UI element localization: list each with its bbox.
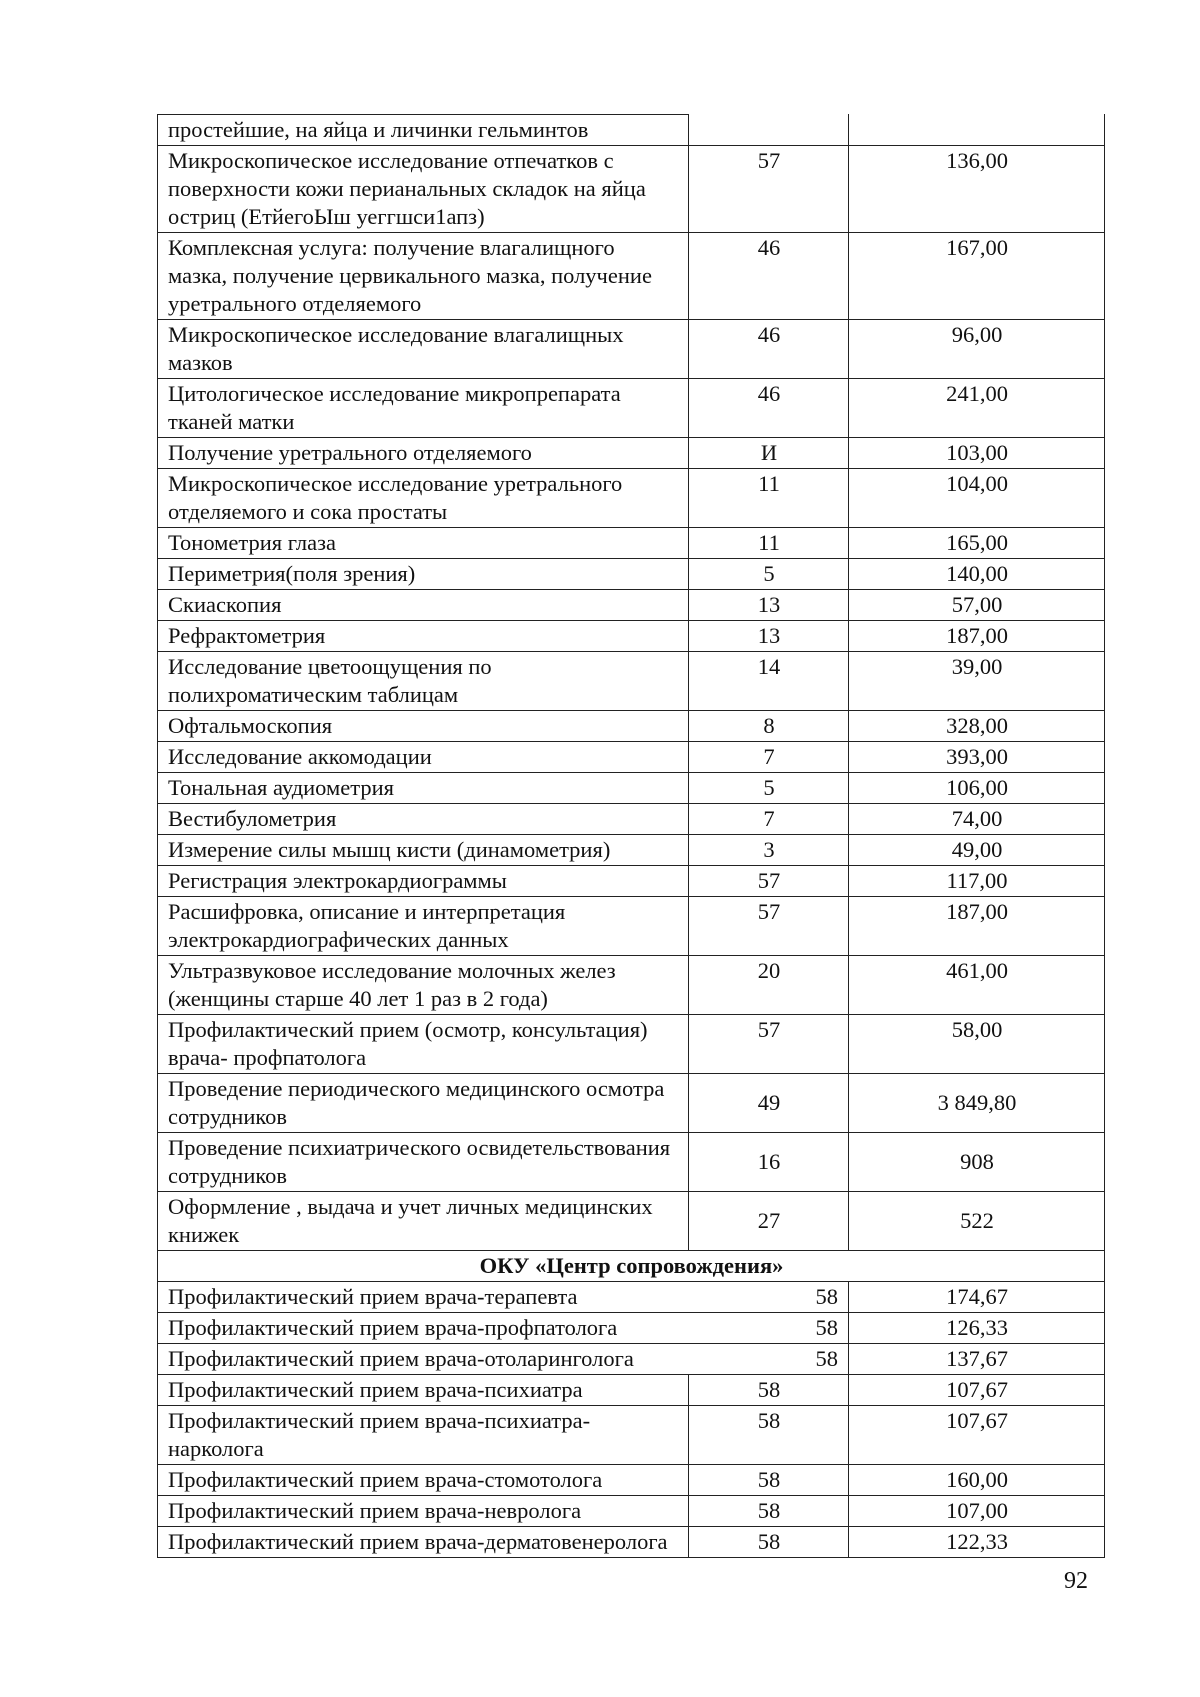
service-name-cell: Рефрактометрия [158, 621, 689, 652]
service-count-cell [689, 115, 849, 146]
service-price-cell: 106,00 [849, 773, 1105, 804]
service-count-cell: 57 [689, 866, 849, 897]
service-name-cell: Микроскопическое исследование уретрального отделяемого и сока простаты [158, 469, 689, 528]
service-price-cell: 117,00 [849, 866, 1105, 897]
service-count-cell: 3 [689, 835, 849, 866]
service-name-cell: Тонометрия глаза [158, 528, 689, 559]
service-count-cell: 11 [689, 528, 849, 559]
table-row [158, 1015, 1105, 1074]
service-name-cell: Ультразвуковое исследование молочных желез (женщины старше 40 лет 1 раз в 2 года) [158, 956, 689, 1015]
service-price-cell: 57,00 [849, 590, 1105, 621]
service-name-cell: Проведение периодического медицинского осмотра сотрудников [158, 1074, 689, 1133]
table-row [158, 233, 1105, 320]
service-count-cell: 58 [689, 1313, 849, 1344]
table-row [158, 1465, 1105, 1496]
service-price-cell: 167,00 [849, 233, 1105, 320]
service-price-cell: 107,00 [849, 1496, 1105, 1527]
service-count-cell: 13 [689, 590, 849, 621]
service-name-cell: Профилактический прием врача-стомотолога [158, 1465, 689, 1496]
service-name-cell: Профилактический прием врача-терапевта [158, 1282, 689, 1313]
service-count-cell: 57 [689, 146, 849, 233]
service-count-cell: 5 [689, 773, 849, 804]
table-row [158, 742, 1105, 773]
service-count-cell: 46 [689, 233, 849, 320]
service-count-cell: 8 [689, 711, 849, 742]
service-price-cell: 160,00 [849, 1465, 1105, 1496]
table-row [158, 652, 1105, 711]
service-count-cell: 46 [689, 320, 849, 379]
service-name-cell: Цитологическое исследование микропрепарата тканей матки [158, 379, 689, 438]
service-price-cell: 165,00 [849, 528, 1105, 559]
table-row [158, 1133, 1105, 1192]
table-row [158, 866, 1105, 897]
service-count-cell: 58 [689, 1375, 849, 1406]
service-name-cell: Профилактический прием врача-профпатолога [158, 1313, 689, 1344]
service-count-cell: 46 [689, 379, 849, 438]
table-row [158, 1527, 1105, 1558]
service-name-cell: Исследование цветоощущения по полихроматическим таблицам [158, 652, 689, 711]
service-name-cell: Профилактический прием врача-отоларинголога [158, 1344, 689, 1375]
service-price-cell: 107,67 [849, 1406, 1105, 1465]
service-count-cell: 49 [689, 1074, 849, 1133]
service-name-cell: Регистрация электрокардиограммы [158, 866, 689, 897]
service-price-cell: 3 849,80 [849, 1074, 1105, 1133]
table-row [158, 1375, 1105, 1406]
service-count-cell: 27 [689, 1192, 849, 1251]
service-name-cell: Профилактический прием врача-невролога [158, 1496, 689, 1527]
service-name-cell: Профилактический прием врача-психиатра [158, 1375, 689, 1406]
section-title: ОКУ «Центр сопровождения» [158, 1251, 1105, 1282]
service-price-cell: 393,00 [849, 742, 1105, 773]
service-price-cell: 107,67 [849, 1375, 1105, 1406]
service-name-cell: Измерение силы мышц кисти (динамометрия) [158, 835, 689, 866]
table-row [158, 379, 1105, 438]
service-name-cell: Комплексная услуга: получение влагалищного мазка, получение цервикального мазка, получение уретрального отделяемого [158, 233, 689, 320]
table-row [158, 711, 1105, 742]
table-row [158, 115, 1105, 146]
service-price-cell: 908 [849, 1133, 1105, 1192]
service-count-cell: 58 [689, 1282, 849, 1313]
service-count-cell: 11 [689, 469, 849, 528]
table-row [158, 469, 1105, 528]
table-row [158, 835, 1105, 866]
service-name-cell: Расшифровка, описание и интерпретация электрокардиографических данных [158, 897, 689, 956]
section-header-row [158, 1251, 1105, 1282]
table-row [158, 320, 1105, 379]
service-price-cell: 104,00 [849, 469, 1105, 528]
service-count-cell: 58 [689, 1527, 849, 1558]
table-row [158, 438, 1105, 469]
table-row [158, 528, 1105, 559]
service-price-cell: 187,00 [849, 897, 1105, 956]
service-count-cell: 58 [689, 1344, 849, 1375]
service-count-cell: 13 [689, 621, 849, 652]
service-count-cell: 58 [689, 1496, 849, 1527]
service-price-cell: 241,00 [849, 379, 1105, 438]
service-price-cell: 49,00 [849, 835, 1105, 866]
service-name-cell: Микроскопическое исследование влагалищных мазков [158, 320, 689, 379]
service-name-cell: Проведение психиатрического освидетельствования сотрудников [158, 1133, 689, 1192]
service-name-cell: Офтальмоскопия [158, 711, 689, 742]
service-price-cell: 103,00 [849, 438, 1105, 469]
service-count-cell: 16 [689, 1133, 849, 1192]
service-price-cell: 74,00 [849, 804, 1105, 835]
service-price-cell: 136,00 [849, 146, 1105, 233]
service-price-cell: 126,33 [849, 1313, 1105, 1344]
service-count-cell: И [689, 438, 849, 469]
service-count-cell: 57 [689, 1015, 849, 1074]
service-name-cell: Профилактический прием (осмотр, консультация) врача- профпатолога [158, 1015, 689, 1074]
table-row [158, 956, 1105, 1015]
table-row [158, 621, 1105, 652]
service-name-cell: Микроскопическое исследование отпечатков с поверхности кожи перианальных складок на яйца остриц (ЕтйегоЫш уеггшси1апз) [158, 146, 689, 233]
service-name-cell: Профилактический прием врача-дерматовенеролога [158, 1527, 689, 1558]
page-number: 92 [1064, 1568, 1088, 1594]
service-name-cell: Профилактический прием врача-психиатра-нарколога [158, 1406, 689, 1465]
table-row [158, 590, 1105, 621]
service-price-cell: 522 [849, 1192, 1105, 1251]
service-price-cell [849, 115, 1105, 146]
service-count-cell: 20 [689, 956, 849, 1015]
service-price-cell: 461,00 [849, 956, 1105, 1015]
service-name-cell: Периметрия(поля зрения) [158, 559, 689, 590]
service-price-cell: 122,33 [849, 1527, 1105, 1558]
service-name-cell: Тональная аудиометрия [158, 773, 689, 804]
service-price-cell: 58,00 [849, 1015, 1105, 1074]
services-price-table [157, 114, 1105, 1558]
service-name-cell: Получение уретрального отделяемого [158, 438, 689, 469]
table-row [158, 1344, 1105, 1375]
service-count-cell: 58 [689, 1465, 849, 1496]
service-price-cell: 328,00 [849, 711, 1105, 742]
service-count-cell: 7 [689, 742, 849, 773]
services-table-body [158, 115, 1105, 1558]
table-row [158, 1192, 1105, 1251]
service-price-cell: 137,67 [849, 1344, 1105, 1375]
service-count-cell: 7 [689, 804, 849, 835]
table-row [158, 1282, 1105, 1313]
service-name-cell: Скиаскопия [158, 590, 689, 621]
service-price-cell: 187,00 [849, 621, 1105, 652]
service-name-cell: простейшие, на яйца и личинки гельминтов [158, 115, 689, 146]
table-row [158, 559, 1105, 590]
service-name-cell: Оформление , выдача и учет личных медицинских книжек [158, 1192, 689, 1251]
service-price-cell: 96,00 [849, 320, 1105, 379]
service-price-cell: 39,00 [849, 652, 1105, 711]
table-row [158, 1496, 1105, 1527]
table-row [158, 146, 1105, 233]
service-count-cell: 14 [689, 652, 849, 711]
table-row [158, 804, 1105, 835]
table-row [158, 1406, 1105, 1465]
table-row [158, 773, 1105, 804]
service-count-cell: 5 [689, 559, 849, 590]
table-row [158, 897, 1105, 956]
service-name-cell: Исследование аккомодации [158, 742, 689, 773]
service-price-cell: 140,00 [849, 559, 1105, 590]
table-row [158, 1313, 1105, 1344]
service-count-cell: 57 [689, 897, 849, 956]
service-name-cell: Вестибулометрия [158, 804, 689, 835]
service-count-cell: 58 [689, 1406, 849, 1465]
table-row [158, 1074, 1105, 1133]
service-price-cell: 174,67 [849, 1282, 1105, 1313]
